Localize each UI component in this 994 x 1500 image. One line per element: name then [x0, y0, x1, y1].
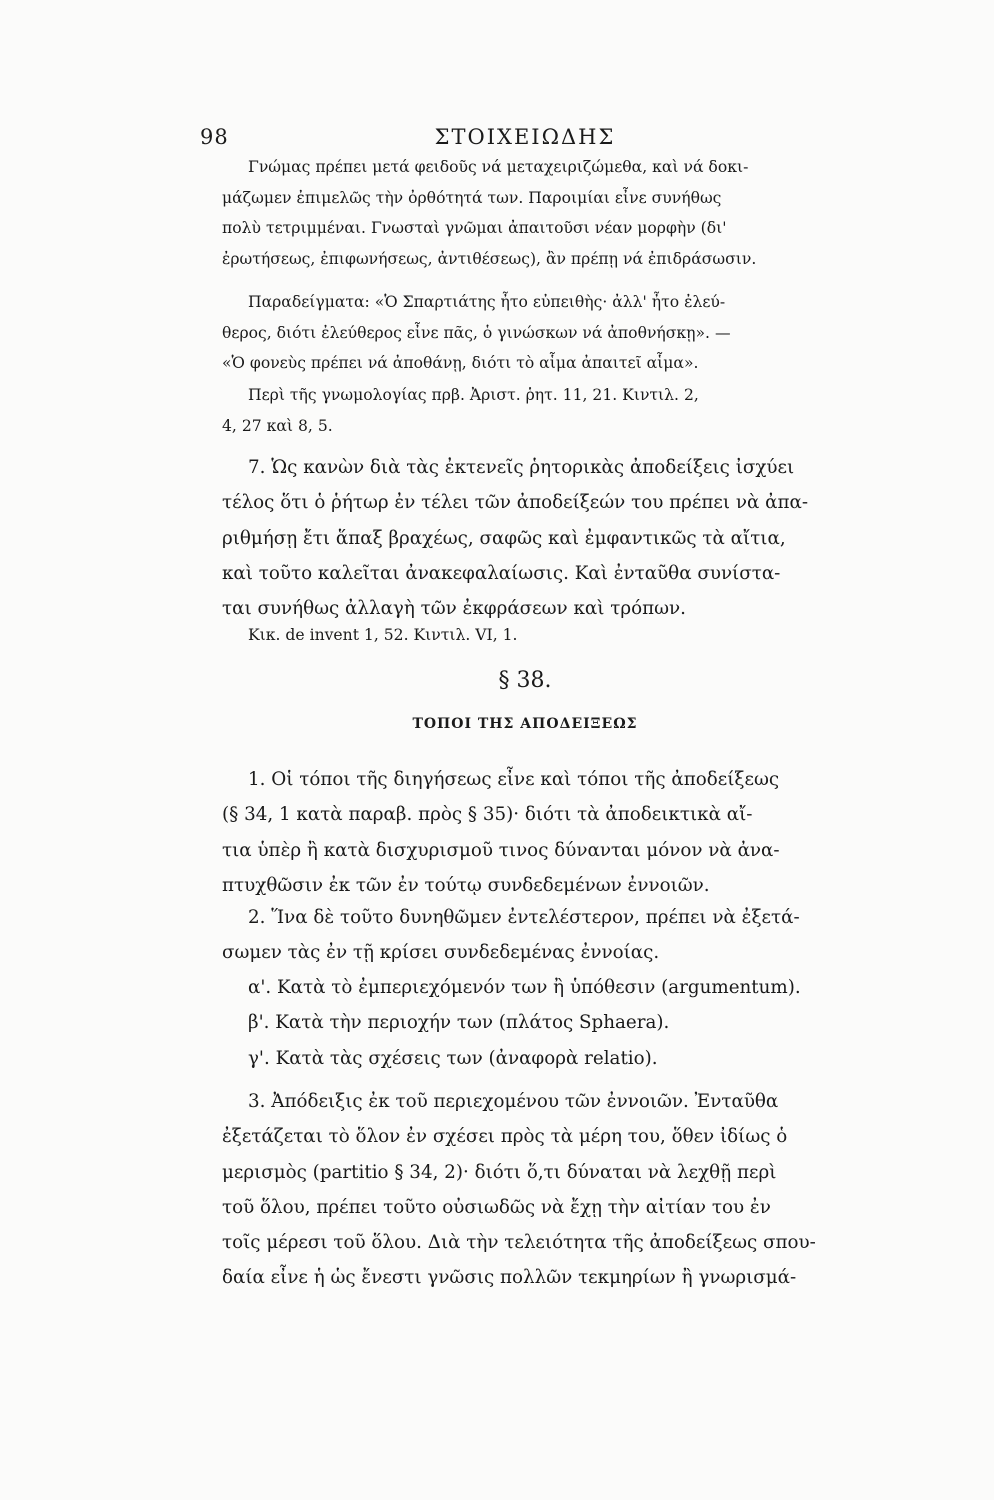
text-line: 2. Ἵνα δὲ τοῦτο δυνηθῶμεν ἐντελέστερον, πρέπει νὰ ἐξετά- [248, 907, 800, 928]
text-line: θερος, διότι ἐλεύθερος εἶνε πᾶς, ὁ γινώσκων νά ἀποθνήσκῃ». — [222, 323, 731, 342]
text-line: ἐρωτήσεως, ἐπιφωνήσεως, ἀντιθέσεως), ἂν πρέπῃ νά ἐπιδράσωσιν. [222, 249, 757, 268]
paragraph-7 [222, 450, 850, 626]
text-line: 1. Οἱ τόποι τῆς διηγήσεως εἶνε καὶ τόποι τῆς ἀποδείξεως [248, 769, 780, 790]
text-line: πολὺ τετριμμέναι. Γνωσταὶ γνῶμαι ἀπαιτοῦσι νέαν μορφὴν (δι' [222, 219, 727, 238]
text-line: τια ὑπὲρ ἢ κατὰ δισχυρισμοῦ τινος δύνανται μόνον νὰ ἀνα- [222, 839, 780, 861]
text-line: μάζωμεν ἐπιμελῶς τὴν ὀρθότητά των. Παροιμίαι εἶνε συνήθως [222, 188, 722, 207]
text-line: μερισμὸς (partitio § 34, 2)· διότι ὅ,τι δύναται νὰ λεχθῇ περὶ [222, 1161, 777, 1183]
paragraph-examples [222, 287, 850, 379]
running-title: ΣΤΟΙΧΕΙΩΔΗΣ [434, 125, 616, 149]
text-line: τέλος ὅτι ὁ ῥήτωρ ἐν τέλει τῶν ἀποδείξεών του πρέπει νὰ ἀπα- [222, 492, 808, 514]
page-number: 98 [200, 125, 229, 149]
text-line: (§ 34, 1 κατὰ παραβ. πρὸς § 35)· διότι τὰ ἀποδεικτικὰ αἴ- [222, 804, 753, 826]
section-number: § 38. [498, 668, 552, 693]
text-line: ται συνήθως ἀλλαγὴ τῶν ἐκφράσεων καὶ τρόπων. [222, 598, 686, 620]
list-item: β'. Κατὰ τὴν περιοχήν των (πλάτος Sphaera). [248, 1012, 670, 1034]
paragraph-2 [222, 900, 850, 971]
text-line: Γνώμας πρέπει μετά φειδοῦς νά μεταχειριζώμεθα, καὶ νά δοκι- [248, 158, 749, 176]
text-line: πτυχθῶσιν ἐκ τῶν ἐν τούτῳ συνδεδεμένων ἐννοιῶν. [222, 874, 710, 896]
text-line: Κικ. de invent 1, 52. Κιντιλ. VI, 1. [248, 626, 518, 644]
text-line: τοῦ ὅλου, πρέπει τοῦτο οὐσιωδῶς νὰ ἔχῃ τὴν αἰτίαν του ἐν [222, 1196, 771, 1218]
list-item: α'. Κατὰ τὸ ἐμπεριεχόμενόν των ἢ ὑπόθεσιν (argumentum). [248, 977, 801, 998]
text-line: «Ὁ φονεὺς πρέπει νά ἀποθάνῃ, διότι τὸ αἷμα ἀπαιτεῖ αἷμα». [222, 354, 699, 373]
text-line: σωμεν τὰς ἐν τῇ κρίσει συνδεδεμένας ἐννοίας. [222, 942, 660, 964]
reference-cicero [222, 620, 850, 650]
text-line: τοῖς μέρεσι τοῦ ὅλου. Διὰ τὴν τελειότητα τῆς ἀποδείξεως σπου- [222, 1232, 816, 1254]
text-line: δαία εἶνε ἡ ὡς ἔνεστι γνῶσις πολλῶν τεκμηρίων ἢ γνωρισμά- [222, 1267, 797, 1289]
paragraph-gnomology-reference [222, 380, 850, 441]
text-line: ριθμήσῃ ἔτι ἅπαξ βραχέως, σαφῶς καὶ ἐμφαντικῶς τὰ αἴτια, [222, 527, 786, 549]
section-title: ΤΟΠΟΙ ΤΗΣ ΑΠΟΔΕΙΞΕΩΣ [412, 716, 638, 732]
text-line: 4, 27 καὶ 8, 5. [222, 416, 333, 435]
text-line: Παραδείγματα: «Ὁ Σπαρτιάτης ἦτο εὐπειθὴς· ἀλλ' ἦτο ἐλεύ- [248, 293, 726, 311]
text-line: 7. Ὡς κανὼν διὰ τὰς ἐκτενεῖς ῥητορικὰς ἀποδείξεις ἰσχύει [248, 457, 795, 478]
list-categories [222, 970, 850, 1076]
paragraph-intro [222, 152, 850, 274]
paragraph-1 [222, 762, 850, 903]
text-line: καὶ τοῦτο καλεῖται ἀνακεφαλαίωσις. Καὶ ἐνταῦθα συνίστα- [222, 562, 781, 584]
text-line: Περὶ τῆς γνωμολογίας πρβ. Ἀριστ. ῥητ. 11, 21. Κιντιλ. 2, [248, 386, 699, 404]
list-item: γ'. Κατὰ τὰς σχέσεις των (ἀναφορὰ relatio). [248, 1047, 658, 1069]
text-line: ἐξετάζεται τὸ ὅλον ἐν σχέσει πρὸς τὰ μέρη του, ὅθεν ἰδίως ὁ [222, 1126, 788, 1148]
paragraph-3 [222, 1084, 850, 1296]
text-line: 3. Ἀπόδειξις ἐκ τοῦ περιεχομένου τῶν ἐννοιῶν. Ἐνταῦθα [248, 1091, 779, 1112]
